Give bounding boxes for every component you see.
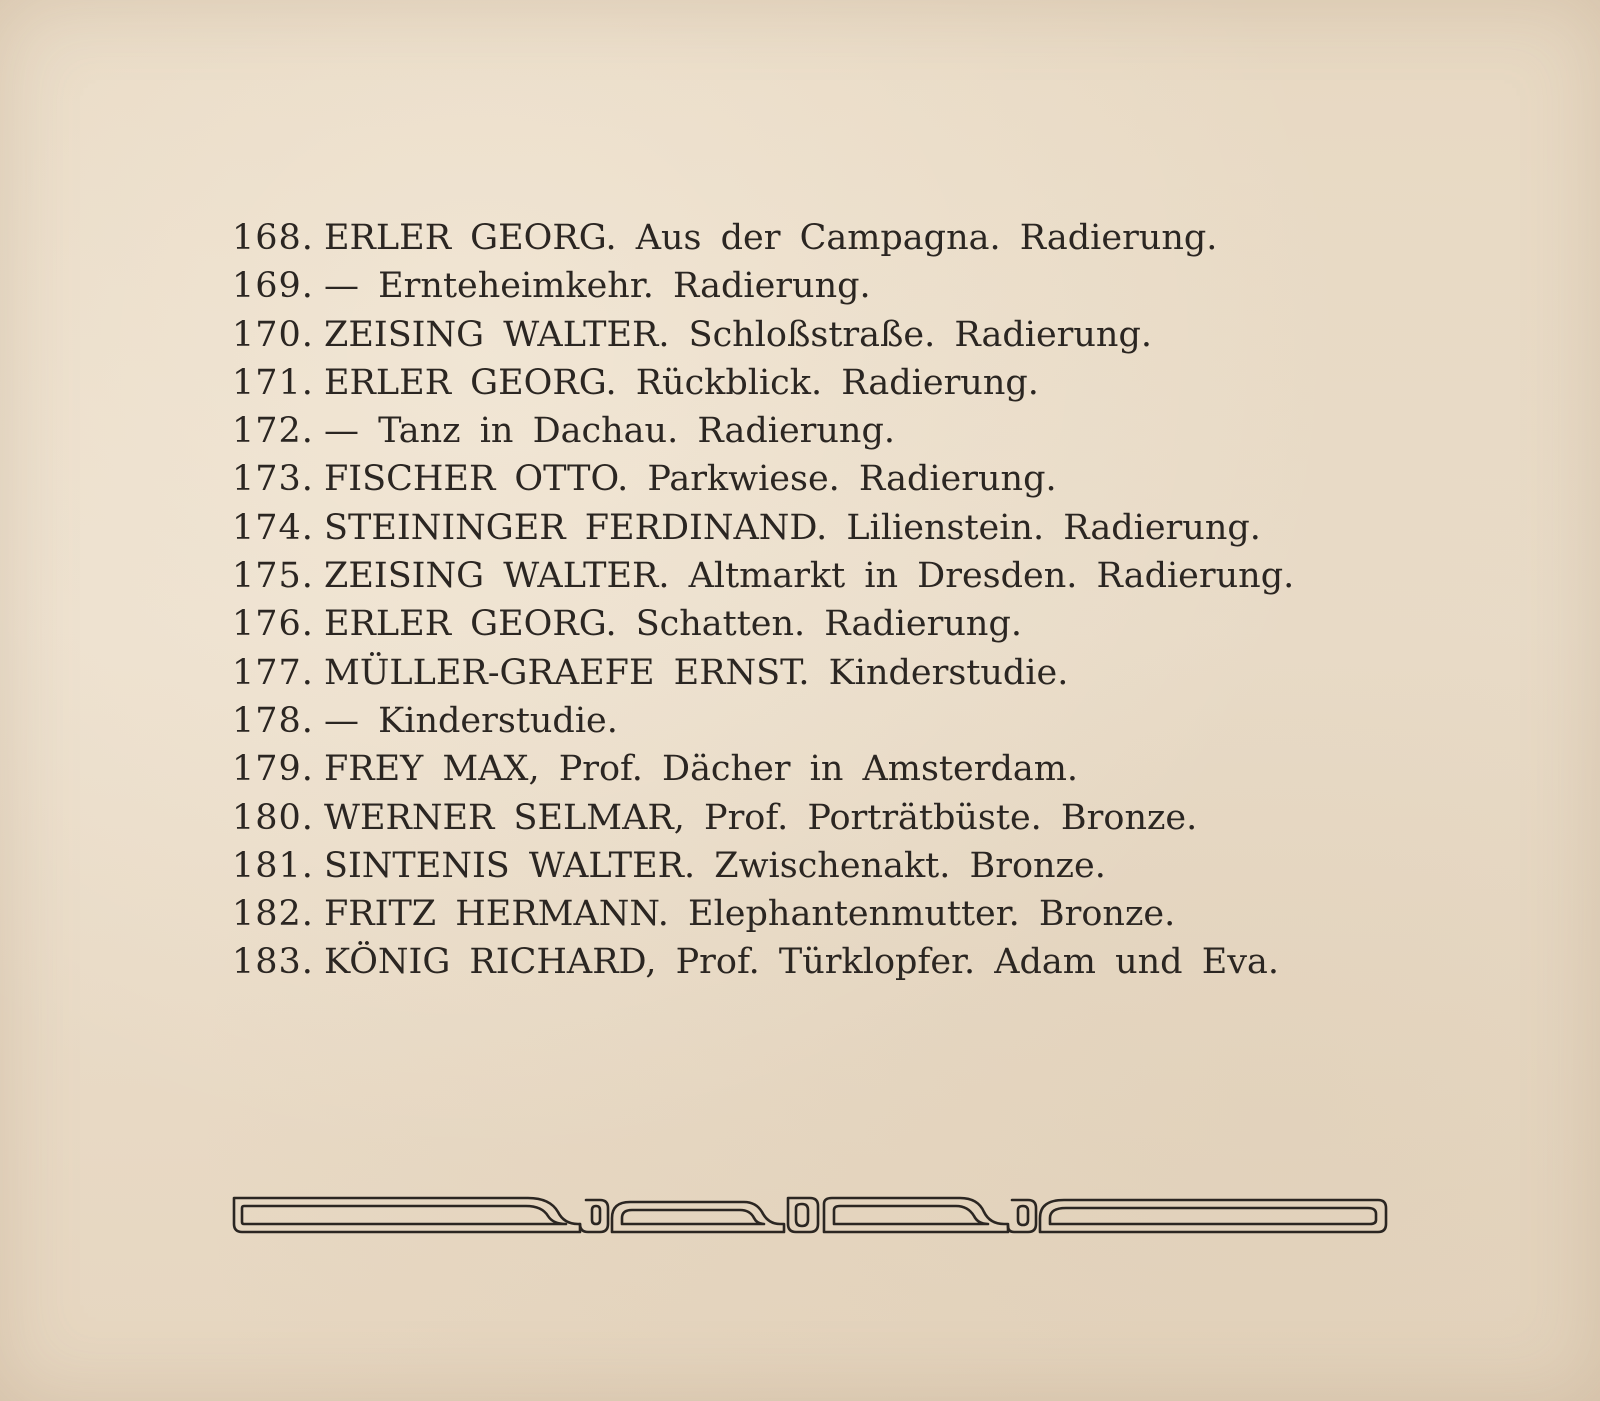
entry-number: 176. [232, 604, 314, 645]
art-nouveau-divider-icon [228, 1190, 1390, 1236]
entry-number: 172. [232, 411, 314, 452]
catalog-entry [232, 890, 1432, 938]
catalog-entry [232, 262, 1432, 310]
entry-number: 182. [232, 894, 314, 935]
entry-number: 168. [232, 218, 314, 258]
catalog-entry-list [232, 214, 1432, 987]
entry-number: 170. [232, 314, 314, 355]
entry-number: 181. [232, 845, 314, 886]
catalog-entry [232, 359, 1432, 407]
catalog-entry [232, 794, 1432, 842]
entry-text: ZEISING WALTER. Schloßstraße. Radierung. [324, 314, 1153, 355]
entry-number: 183. [232, 942, 314, 983]
catalog-entry [232, 745, 1432, 793]
entry-text: — Ernteheimkehr. Radierung. [324, 266, 871, 307]
entry-number: 179. [232, 749, 314, 790]
catalog-entry [232, 842, 1432, 890]
entry-text: ZEISING WALTER. Altmarkt in Dresden. Radierung. [324, 556, 1295, 597]
entry-number: 174. [232, 507, 314, 548]
entry-text: ERLER GEORG. Aus der Campagna. Radierung. [324, 218, 1218, 258]
entry-text: ERLER GEORG. Rückblick. Radierung. [324, 362, 1039, 403]
entry-text: KÖNIG RICHARD, Prof. Türklopfer. Adam und Eva. [324, 942, 1280, 983]
catalog-entry [232, 600, 1432, 648]
catalog-entry [232, 455, 1432, 503]
entry-text: FREY MAX, Prof. Dächer in Amsterdam. [324, 749, 1079, 790]
entry-text: FRITZ HERMANN. Elephantenmutter. Bronze. [324, 894, 1176, 935]
catalog-entry [232, 552, 1432, 600]
entry-text: WERNER SELMAR, Prof. Porträtbüste. Bronze. [324, 797, 1198, 838]
catalog-entry [232, 311, 1432, 359]
catalog-entry [232, 938, 1432, 986]
entry-number: 173. [232, 459, 314, 500]
entry-number: 171. [232, 362, 314, 403]
entry-text: MÜLLER-GRAEFE ERNST. Kinderstudie. [324, 652, 1069, 693]
entry-text: SINTENIS WALTER. Zwischenakt. Bronze. [324, 845, 1106, 886]
catalog-entry [232, 649, 1432, 697]
catalog-entry [232, 697, 1432, 745]
entry-text: STEININGER FERDINAND. Lilienstein. Radierung. [324, 507, 1261, 548]
entry-number: 178. [232, 700, 314, 741]
catalog-entry [232, 214, 1432, 262]
entry-text: FISCHER OTTO. Parkwiese. Radierung. [324, 459, 1057, 500]
entry-number: 169. [232, 266, 314, 307]
catalog-entry [232, 504, 1432, 552]
entry-number: 180. [232, 797, 314, 838]
catalog-entry [232, 407, 1432, 455]
entry-number: 175. [232, 556, 314, 597]
entry-number: 177. [232, 652, 314, 693]
entry-text: ERLER GEORG. Schatten. Radierung. [324, 604, 1022, 645]
entry-text: — Tanz in Dachau. Radierung. [324, 411, 895, 452]
entry-text: — Kinderstudie. [324, 700, 618, 741]
